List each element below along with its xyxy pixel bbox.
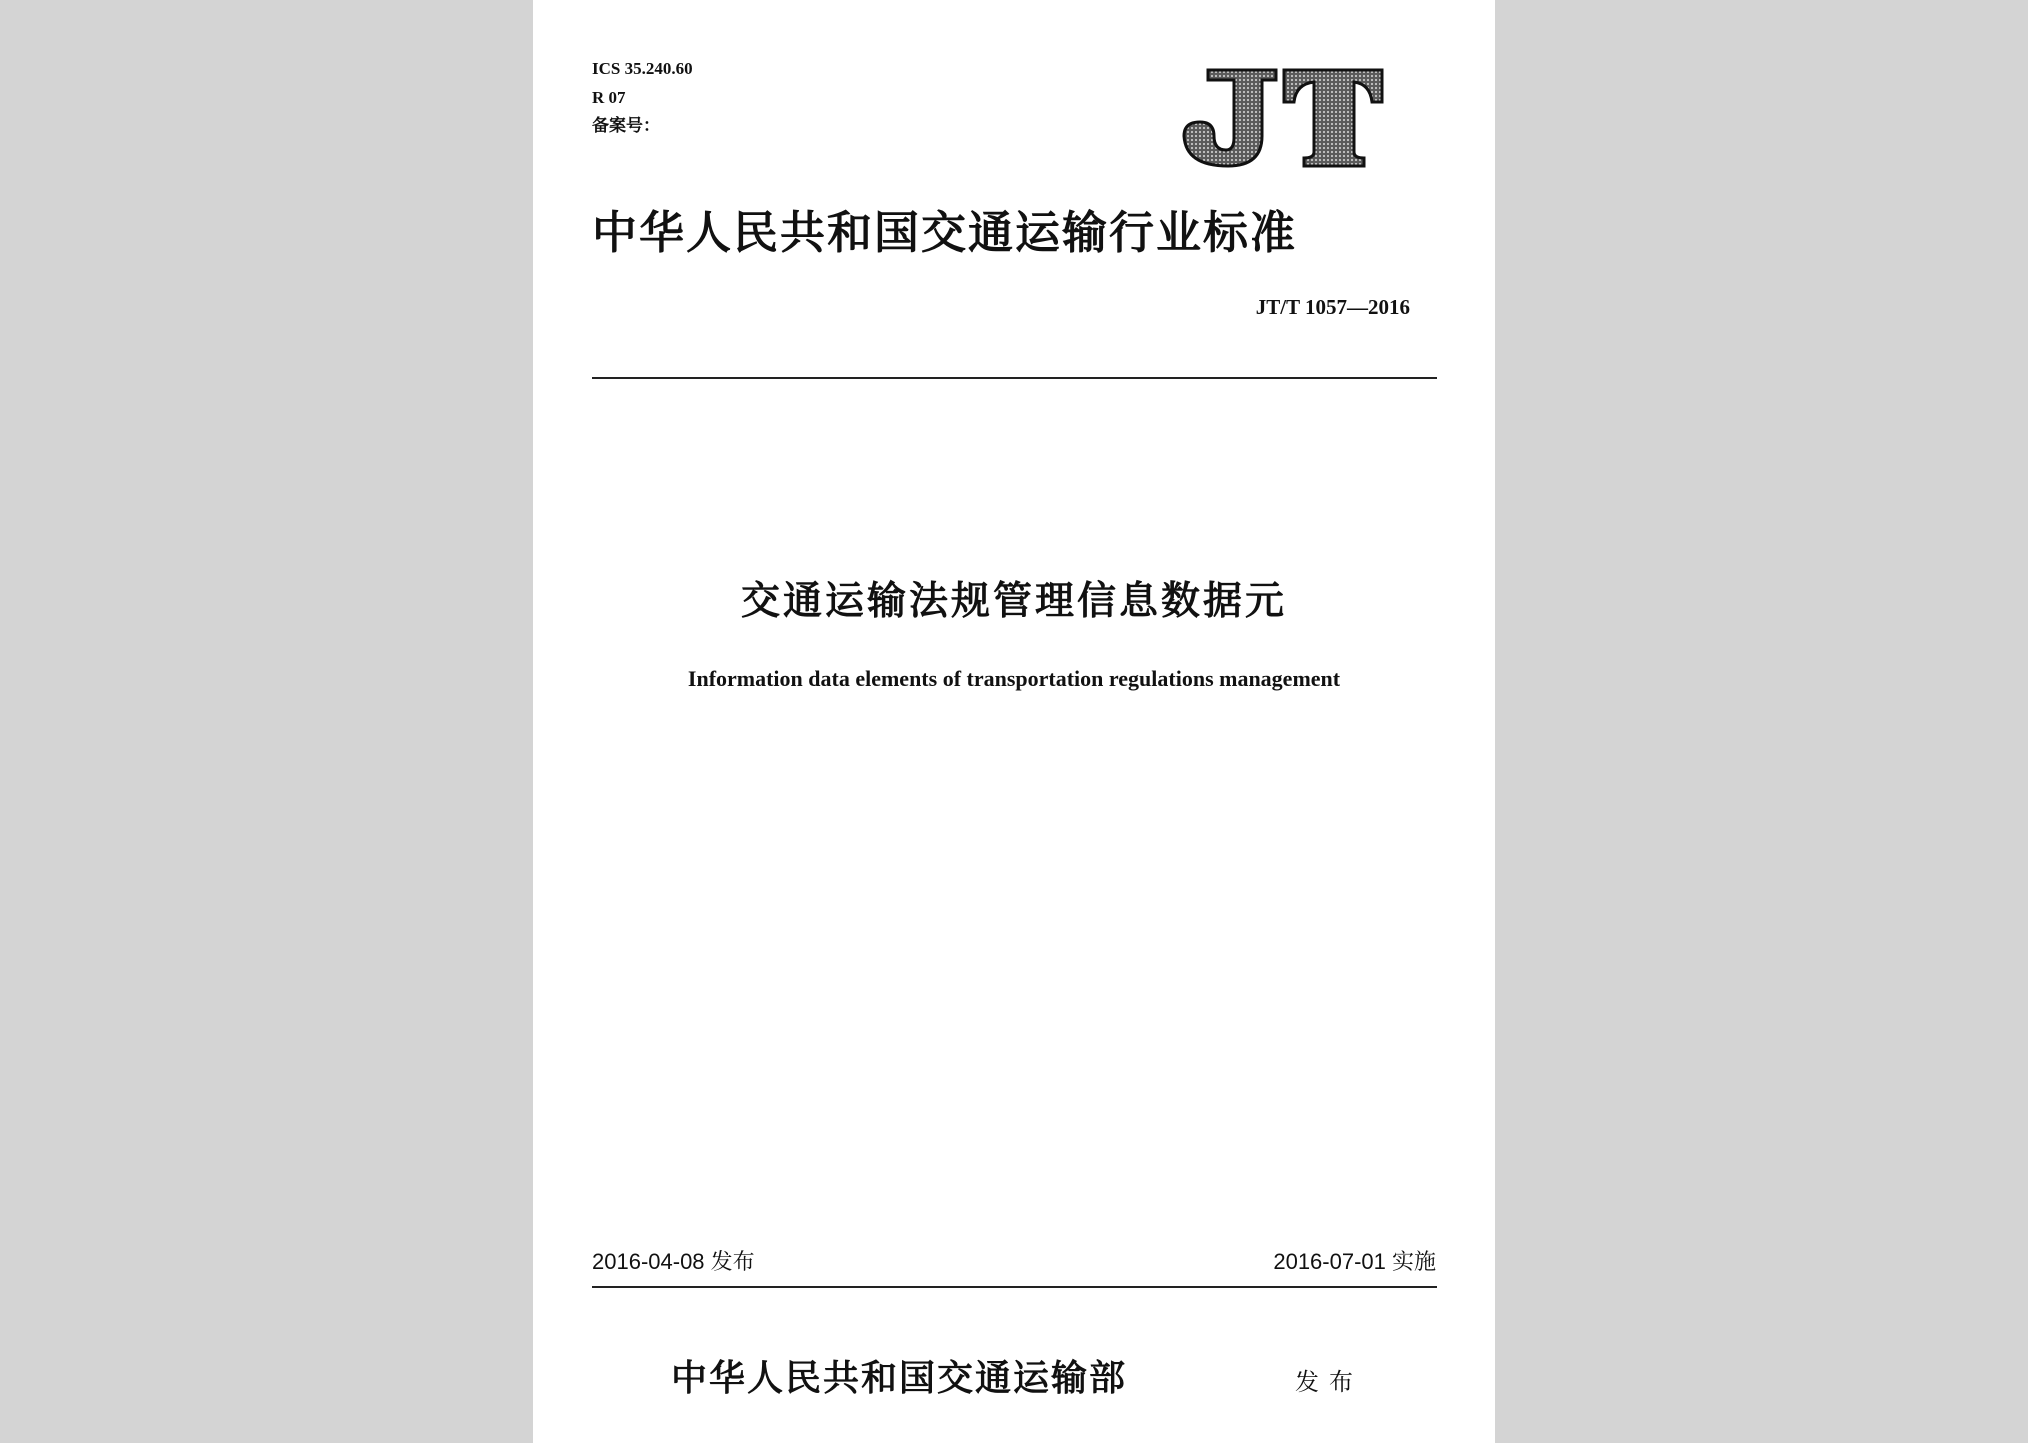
top-divider	[592, 377, 1437, 379]
document-cover-page	[533, 0, 1495, 1443]
jt-standard-logo	[1178, 66, 1388, 170]
publisher-name: 中华人民共和国交通运输部	[671, 1357, 1128, 1399]
issue-date: 2016-04-08 发布	[592, 1249, 755, 1274]
filing-number-label: 备案号：	[592, 116, 660, 135]
document-title-en: Information data elements of transportation regulations management	[687, 666, 1341, 691]
standard-number: JT/T 1057—2016	[1255, 295, 1410, 319]
logo-letter-t	[1284, 70, 1382, 166]
publish-action: 发布	[1295, 1368, 1363, 1396]
logo-letter-j	[1184, 70, 1276, 166]
standard-category-title: 中华人民共和国交通运输行业标准	[592, 206, 1298, 259]
ccs-code: R 07	[592, 88, 626, 107]
document-title-cn: 交通运输法规管理信息数据元	[740, 579, 1287, 624]
bottom-divider	[592, 1286, 1437, 1288]
implementation-date: 2016-07-01 实施	[1273, 1249, 1436, 1274]
ics-code: ICS 35.240.60	[592, 59, 693, 78]
